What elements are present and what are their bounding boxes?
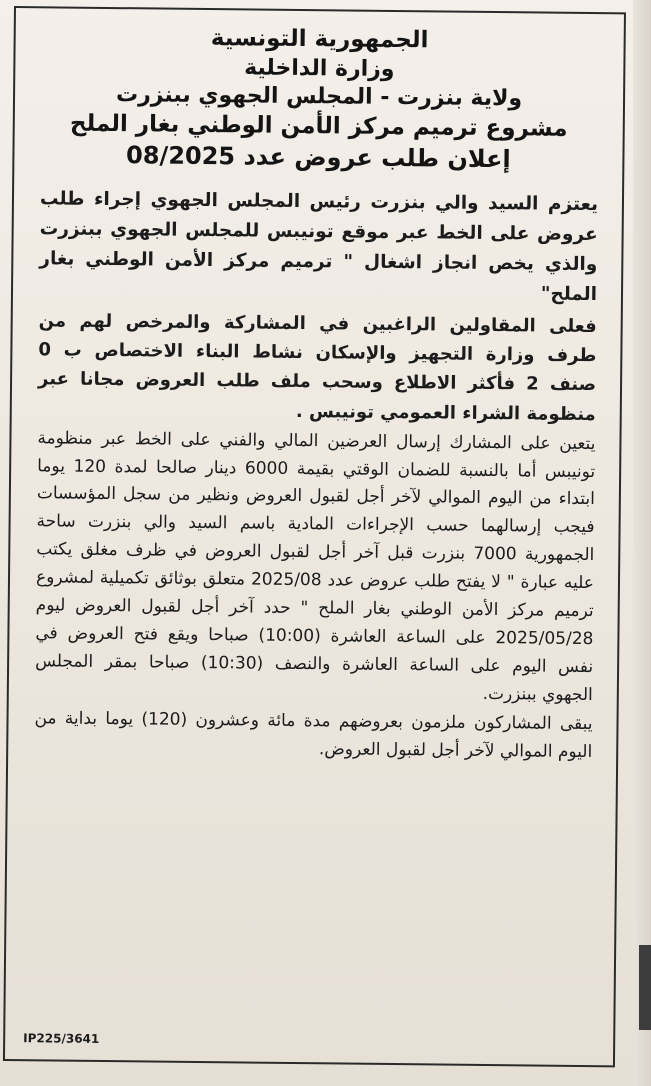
project-title: مشروع ترميم مركز الأمن الوطني بغار الملح: [69, 110, 568, 142]
ministry-title: وزارة الداخلية: [244, 55, 395, 82]
announcement-header: [14, 22, 624, 177]
paragraph-validity: يبقى المشاركون ملزمون بعروضهم مدة مائة وعشرون (120) يوما بداية من اليوم الموالي لآخر أجل لقبول العروض.: [34, 708, 593, 763]
tender-title: إعلان طلب عروض عدد 08/2025: [125, 141, 511, 174]
paragraph-intro: يعتزم السيد والي بنزرت رئيس المجلس الجهوي إجراء طلب عروض على الخط عبر موقع تونيبس للمجلس الجهوي ببنزرت والذي يخص انجاز اشغال " ترميم مركز الأمن الوطني بغار الملح": [39, 188, 599, 306]
council-title: ولاية بنزرت - المجلس الجهوي ببنزرت: [115, 82, 523, 112]
page-edge: [633, 0, 651, 1086]
republic-title: الجمهورية التونسية: [210, 25, 429, 54]
announcement-body: [8, 170, 622, 767]
announcement-frame: [3, 6, 626, 1067]
edge-shadow: [639, 945, 651, 1030]
reference-number: IP225/3641: [23, 1031, 100, 1046]
paragraph-eligibility: فعلى المقاولين الراغبين في المشاركة والمرخص لهم من طرف وزارة التجهيز والإسكان نشاط البناء الاختصاص ب 0 صنف 2 فأكثر الاطلاع وسحب ملف طلب العروض مجانا عبر منظومة الشراء العمومي تونيبس .: [37, 310, 597, 425]
paragraph-submission: يتعين على المشارك إرسال العرضين المالي والفني على الخط عبر منظومة تونيبس أما بالنسبة للضمان الوقتي بقيمة 6000 دينار صالحا لمدة 120 يوما ابتداء من اليوم الموالي لآخر أجل لقبول العروض ونظير من سجل المؤسسات فيجب إرسالهما حسب الإجراءات المادية باسم السيد والي بنزرت ساحة الجمهورية 7000 بنزرت قبل آخر أجل لقبول العروض في ظرف مغلق يكتب عليه عبارة " لا يفتح طلب عروض عدد 2025/08 متعلق بوثائق تكميلية لمشروع ترميم مركز الأمن الوطني بغار الملح " حدد آخر أجل لقبول العروض ليوم 2025/05/28 على الساعة العاشرة (10:00) صباحا ويقع فتح العروض في نفس اليوم على الساعة العاشرة والنصف (10:30) صباحا بمقر المجلس الجهوي ببنزرت.: [35, 427, 596, 705]
